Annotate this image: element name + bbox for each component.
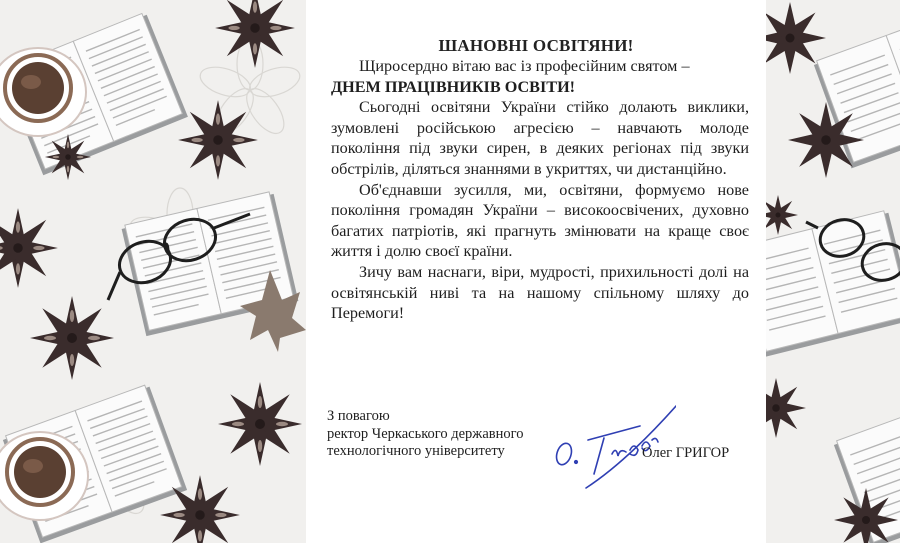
signature-regards: З повагою	[327, 408, 390, 424]
coffee-cup-top	[0, 48, 86, 136]
letter-title: ШАНОВНІ ОСВІТЯНИ!	[438, 36, 634, 55]
signature-institution: технологічного університету	[327, 443, 505, 459]
signature-name: Олег ГРИГОР	[642, 445, 730, 461]
signature-block	[327, 408, 567, 461]
letter-paragraph-1: Сьогодні освітяни України стійко долають виклики, зумовлені російською агресією – навчають молоде покоління під звуки сирен, в деяких регіонах під звуки обстрілів, діляться знаннями в укриттях, чи дистанційно.	[331, 98, 749, 178]
left-decorative-panel	[0, 0, 306, 543]
letter-paragraph-3: Зичу вам наснаги, віри, мудрості, прихильності долі на освітянській ниві та на нашому спільному шляху до Перемоги!	[331, 262, 749, 323]
signature-position: ректор Черкаського державного	[327, 425, 524, 442]
right-decorative-panel	[766, 0, 900, 543]
greeting-letter	[306, 0, 766, 543]
letter-paragraph-2: Об'єднавши зусилля, ми, освітяни, формуємо нове покоління громадян України – високоосвічених, духовно багатих патріотів, які прагнуть змінювати на краще своє життя і долю своєї країни.	[331, 180, 749, 261]
coffee-cup-bottom	[0, 432, 88, 520]
holiday-name: ДНЕМ ПРАЦІВНИКІВ ОСВІТИ!	[331, 77, 576, 96]
letter-body	[331, 56, 749, 324]
letter-greeting: Щиросердно вітаю вас із професійним святом –	[359, 57, 690, 75]
open-book-right-middle	[766, 210, 900, 357]
